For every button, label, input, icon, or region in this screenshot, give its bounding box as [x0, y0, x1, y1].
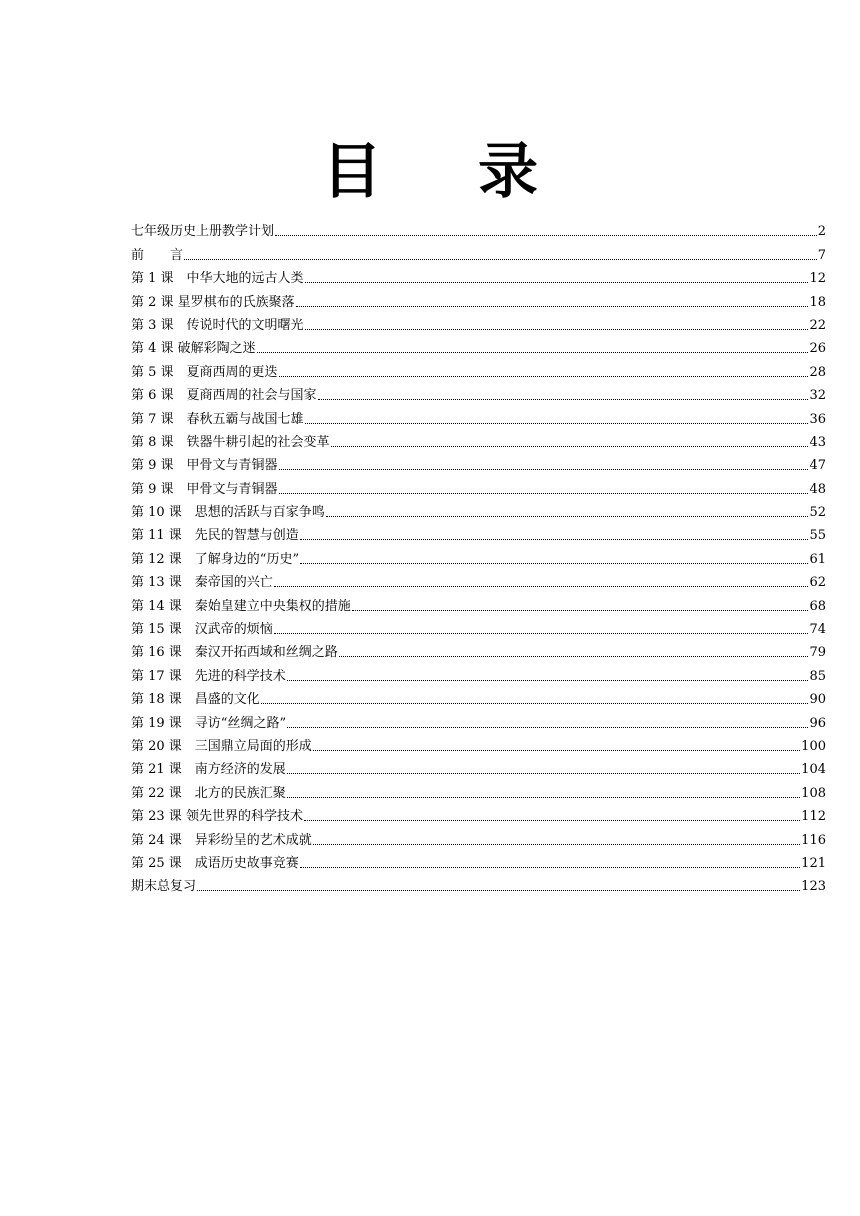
- toc-dot-leader: [352, 609, 809, 611]
- toc-dot-leader: [287, 726, 808, 728]
- toc-entry-page-number: 47: [809, 458, 826, 474]
- toc-entry-page-number: 123: [801, 879, 826, 895]
- table-of-contents: [131, 216, 826, 894]
- toc-dot-leader: [274, 585, 809, 587]
- toc-dot-leader: [279, 492, 809, 494]
- toc-dot-leader: [331, 445, 809, 447]
- toc-entry-label: 第 4 课 破解彩陶之迷: [131, 341, 256, 357]
- toc-entry-page-number: 104: [801, 762, 826, 778]
- toc-entry[interactable]: [131, 543, 826, 566]
- toc-entry-label: 第 18 课 昌盛的文化: [131, 692, 260, 708]
- toc-entry-page-number: 18: [809, 294, 826, 310]
- toc-entry-page-number: 48: [809, 481, 826, 497]
- toc-entry-page-number: 85: [809, 668, 826, 684]
- toc-dot-leader: [287, 679, 809, 681]
- toc-entry-page-number: 12: [809, 271, 826, 287]
- toc-entry[interactable]: [131, 427, 826, 450]
- toc-entry[interactable]: [131, 473, 826, 496]
- toc-entry-label: 第 25 课 成语历史故事竞赛: [131, 855, 299, 871]
- toc-entry[interactable]: [131, 380, 826, 403]
- toc-entry-label: 第 9 课 甲骨文与青铜器: [131, 481, 278, 497]
- toc-entry[interactable]: [131, 801, 826, 824]
- toc-entry-page-number: 62: [809, 575, 826, 591]
- toc-entry-label: 第 23 课 领先世界的科学技术: [131, 809, 303, 825]
- toc-entry-page-number: 61: [809, 551, 826, 567]
- toc-entry-page-number: 22: [809, 317, 826, 333]
- toc-entry-page-number: 28: [809, 364, 826, 380]
- toc-entry-label: 第 3 课 传说时代的文明曙光: [131, 317, 304, 333]
- toc-dot-leader: [300, 538, 809, 540]
- toc-dot-leader: [313, 749, 800, 751]
- toc-entry[interactable]: [131, 707, 826, 730]
- toc-entry[interactable]: [131, 216, 826, 239]
- toc-dot-leader: [261, 702, 809, 704]
- toc-entry-label: 第 22 课 北方的民族汇聚: [131, 785, 286, 801]
- toc-entry-label: 第 7 课 春秋五霸与战国七雄: [131, 411, 304, 427]
- toc-entry-label: 第 15 课 汉武帝的烦恼: [131, 622, 273, 638]
- toc-entry-label: 第 5 课 夏商西周的更迭: [131, 364, 278, 380]
- toc-entry-label: 第 19 课 寻访“丝绸之路”: [131, 715, 287, 731]
- toc-entry-page-number: 55: [809, 528, 826, 544]
- toc-dot-leader: [305, 422, 809, 424]
- toc-entry-page-number: 79: [809, 645, 826, 661]
- toc-entry[interactable]: [131, 777, 826, 800]
- toc-dot-leader: [287, 796, 800, 798]
- toc-entry-label: 第 6 课 夏商西周的社会与国家: [131, 388, 317, 404]
- toc-entry[interactable]: [131, 637, 826, 660]
- page-title: [0, 137, 860, 207]
- toc-entry-page-number: 32: [809, 388, 826, 404]
- toc-entry[interactable]: [131, 684, 826, 707]
- toc-entry-page-number: 2: [817, 224, 826, 240]
- toc-dot-leader: [279, 375, 809, 377]
- toc-entry[interactable]: [131, 239, 826, 262]
- toc-entry[interactable]: [131, 731, 826, 754]
- toc-entry-page-number: 121: [801, 855, 826, 871]
- toc-dot-leader: [184, 258, 817, 260]
- toc-entry-label: 第 12 课 了解身边的“历史”: [131, 551, 300, 567]
- toc-entry-label: 第 11 课 先民的智慧与创造: [131, 528, 299, 544]
- toc-entry[interactable]: [131, 310, 826, 333]
- toc-dot-leader: [300, 562, 808, 564]
- toc-entry-page-number: 74: [809, 622, 826, 638]
- toc-entry[interactable]: [131, 824, 826, 847]
- toc-dot-leader: [257, 351, 809, 353]
- toc-entry[interactable]: [131, 286, 826, 309]
- toc-entry[interactable]: [131, 590, 826, 613]
- toc-dot-leader: [339, 655, 809, 657]
- toc-entry-label: 第 2 课 星罗棋布的氏族聚落: [131, 294, 295, 310]
- toc-entry-label: 第 24 课 异彩纷呈的艺术成就: [131, 832, 312, 848]
- toc-entry-page-number: 96: [809, 715, 826, 731]
- toc-dot-leader: [313, 843, 800, 845]
- toc-entry-label: 第 13 课 秦帝国的兴亡: [131, 575, 273, 591]
- toc-dot-leader: [197, 889, 800, 891]
- title-char-1: 目: [322, 137, 382, 207]
- toc-entry-page-number: 52: [809, 505, 826, 521]
- toc-dot-leader: [305, 281, 809, 283]
- toc-entry-label: 前 言: [131, 247, 184, 263]
- toc-entry-label: 第 1 课 中华大地的远古人类: [131, 271, 304, 287]
- toc-entry-page-number: 108: [801, 785, 826, 801]
- toc-entry[interactable]: [131, 567, 826, 590]
- toc-entry-page-number: 43: [809, 434, 826, 450]
- toc-entry[interactable]: [131, 660, 826, 683]
- toc-entry[interactable]: [131, 871, 826, 894]
- toc-entry-label: 第 14 课 秦始皇建立中央集权的措施: [131, 598, 351, 614]
- toc-entry-label: 期末总复习: [131, 879, 197, 895]
- toc-entry[interactable]: [131, 263, 826, 286]
- toc-dot-leader: [304, 819, 800, 821]
- toc-entry-page-number: 36: [809, 411, 826, 427]
- toc-entry-page-number: 26: [809, 341, 826, 357]
- toc-entry[interactable]: [131, 520, 826, 543]
- toc-entry-page-number: 68: [809, 598, 826, 614]
- toc-entry[interactable]: [131, 497, 826, 520]
- toc-entry-label: 第 21 课 南方经济的发展: [131, 762, 286, 778]
- toc-dot-leader: [275, 234, 817, 236]
- toc-entry-label: 七年级历史上册教学计划: [131, 224, 275, 240]
- toc-entry[interactable]: [131, 754, 826, 777]
- toc-dot-leader: [296, 305, 809, 307]
- toc-entry-page-number: 90: [809, 692, 826, 708]
- toc-dot-leader: [326, 515, 809, 517]
- toc-entry[interactable]: [131, 450, 826, 473]
- toc-entry[interactable]: [131, 356, 826, 379]
- toc-entry-label: 第 20 课 三国鼎立局面的形成: [131, 738, 312, 754]
- toc-dot-leader: [305, 328, 809, 330]
- toc-dot-leader: [318, 398, 809, 400]
- toc-entry[interactable]: [131, 333, 826, 356]
- toc-entry-page-number: 112: [801, 809, 826, 825]
- toc-entry-page-number: 100: [801, 738, 826, 754]
- toc-entry-page-number: 7: [817, 247, 826, 263]
- toc-entry-label: 第 17 课 先进的科学技术: [131, 668, 286, 684]
- toc-entry[interactable]: [131, 848, 826, 871]
- toc-entry-label: 第 10 课 思想的活跃与百家争鸣: [131, 505, 325, 521]
- toc-entry[interactable]: [131, 614, 826, 637]
- toc-entry-label: 第 9 课 甲骨文与青铜器: [131, 458, 278, 474]
- toc-entry-label: 第 8 课 铁器牛耕引起的社会变革: [131, 434, 330, 450]
- toc-dot-leader: [279, 468, 809, 470]
- toc-dot-leader: [300, 866, 800, 868]
- toc-dot-leader: [274, 632, 809, 634]
- toc-dot-leader: [287, 772, 800, 774]
- toc-entry[interactable]: [131, 403, 826, 426]
- title-char-2: 录: [478, 137, 538, 207]
- toc-entry-label: 第 16 课 秦汉开拓西域和丝绸之路: [131, 645, 338, 661]
- toc-entry-page-number: 116: [801, 832, 826, 848]
